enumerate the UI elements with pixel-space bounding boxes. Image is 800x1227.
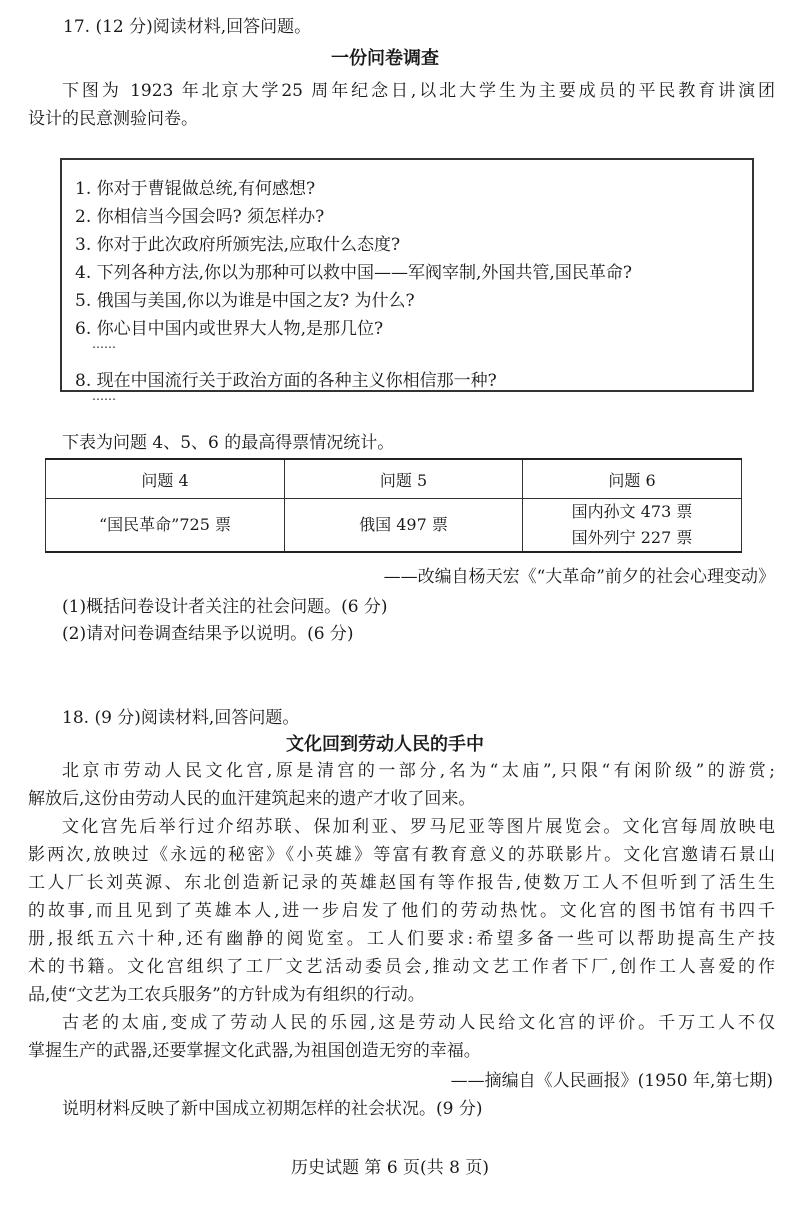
q18-question: 说明材料反映了新中国成立初期怎样的社会状况。(9 分) xyxy=(62,1099,483,1119)
survey-ellipsis: …… xyxy=(92,389,116,403)
table-intro: 下表为问题 4、5、6 的最高得票情况统计。 xyxy=(62,433,395,453)
survey-item: 5. 俄国与美国,你以为谁是中国之友? 为什么? xyxy=(75,291,415,311)
q18-line: 古老的太庙,变成了劳动人民的乐园,这是劳动人民给文化宫的评价。千万工人不仅 xyxy=(62,1013,775,1033)
q17-heading: 17. (12 分)阅读材料,回答问题。 xyxy=(63,17,312,37)
q17-question: (2)请对问卷调查结果予以说明。(6 分) xyxy=(62,624,354,644)
survey-item: 1. 你对于曹锟做总统,有何感想? xyxy=(75,179,316,199)
table-header: 问题 4 xyxy=(46,459,285,499)
q18-line: 北京市劳动人民文化宫,原是清宫的一部分,名为“太庙”,只限“有闲阶级”的游赏; xyxy=(62,761,775,781)
table-header-row xyxy=(46,459,742,499)
q18-line: 掌握生产的武器,还要掌握文化武器,为祖国创造无穷的幸福。 xyxy=(28,1041,481,1061)
table-cell-line: 国外列宁 227 票 xyxy=(571,528,693,547)
q18-line: 解放后,这份由劳动人民的血汗建筑起来的遗产才收了回来。 xyxy=(28,789,476,809)
q18-line: 文化宫先后举行过介绍苏联、保加利亚、罗马尼亚等图片展览会。文化宫每周放映电 xyxy=(62,817,775,837)
q18-line: 工人厂长刘英源、东北创造新记录的英雄赵国有等作报告,使数万工人不但听到了活生生 xyxy=(28,873,775,893)
q18-heading: 18. (9 分)阅读材料,回答问题。 xyxy=(62,708,300,728)
q18-line: 品,使“文艺为工农兵服务”的方针成为有组织的行动。 xyxy=(28,985,425,1005)
table-cell: “国民革命”725 票 xyxy=(46,499,285,553)
q18-line: 的故事,而且见到了英雄本人,进一步启发了他们的劳动热忱。文化宫的图书馆有书四千 xyxy=(28,901,775,921)
survey-box xyxy=(60,158,754,403)
q18-line: 术的书籍。文化宫组织了工厂文艺活动委员会,推动文艺工作者下厂,创作工人喜爱的作 xyxy=(28,957,775,977)
survey-ellipsis: …… xyxy=(92,337,116,351)
survey-item: 2. 你相信当今国会吗? 须怎样办? xyxy=(75,207,325,227)
table-cell-line: 国内孙文 473 票 xyxy=(571,502,693,521)
table-cell: 俄国 497 票 xyxy=(285,499,523,553)
q18-source: ——摘编自《人民画报》(1950 年,第七期) xyxy=(450,1071,773,1091)
survey-item: 4. 下列各种方法,你以为那种可以救中国——军阀宰制,外国共管,国民革命? xyxy=(75,263,632,283)
table-row xyxy=(46,499,742,553)
q17-source: ——改编自杨天宏《“大革命”前夕的社会心理变动》 xyxy=(383,567,775,587)
page-footer: 历史试题 第 6 页(共 8 页) xyxy=(291,1158,489,1178)
table-cell xyxy=(523,499,742,553)
survey-item: 3. 你对于此次政府所颁宪法,应取什么态度? xyxy=(75,235,401,255)
vote-table xyxy=(45,458,742,553)
q18-line: 册,报纸五六十种,还有幽静的阅览室。工人们要求:希望多备一些可以帮助提高生产技 xyxy=(28,929,775,949)
survey-item: 8. 现在中国流行关于政治方面的各种主义你相信那一种? xyxy=(75,371,497,391)
q17-intro-line: 设计的民意测验问卷。 xyxy=(28,109,198,129)
table-header: 问题 6 xyxy=(523,459,742,499)
q17-intro-line: 下图为 1923 年北京大学25 周年纪念日,以北大学生为主要成员的平民教育讲演团 xyxy=(62,81,775,101)
q17-question: (1)概括问卷设计者关注的社会问题。(6 分) xyxy=(62,597,388,617)
q17-title: 一份问卷调查 xyxy=(331,48,439,69)
q18-line: 影两次,放映过《永远的秘密》《小英雄》等富有教育意义的苏联影片。文化宫邀请石景山 xyxy=(28,845,775,865)
survey-item: 6. 你心目中国内或世界大人物,是那几位? xyxy=(75,319,384,339)
q18-title: 文化回到劳动人民的手中 xyxy=(286,734,484,755)
table-header: 问题 5 xyxy=(285,459,523,499)
